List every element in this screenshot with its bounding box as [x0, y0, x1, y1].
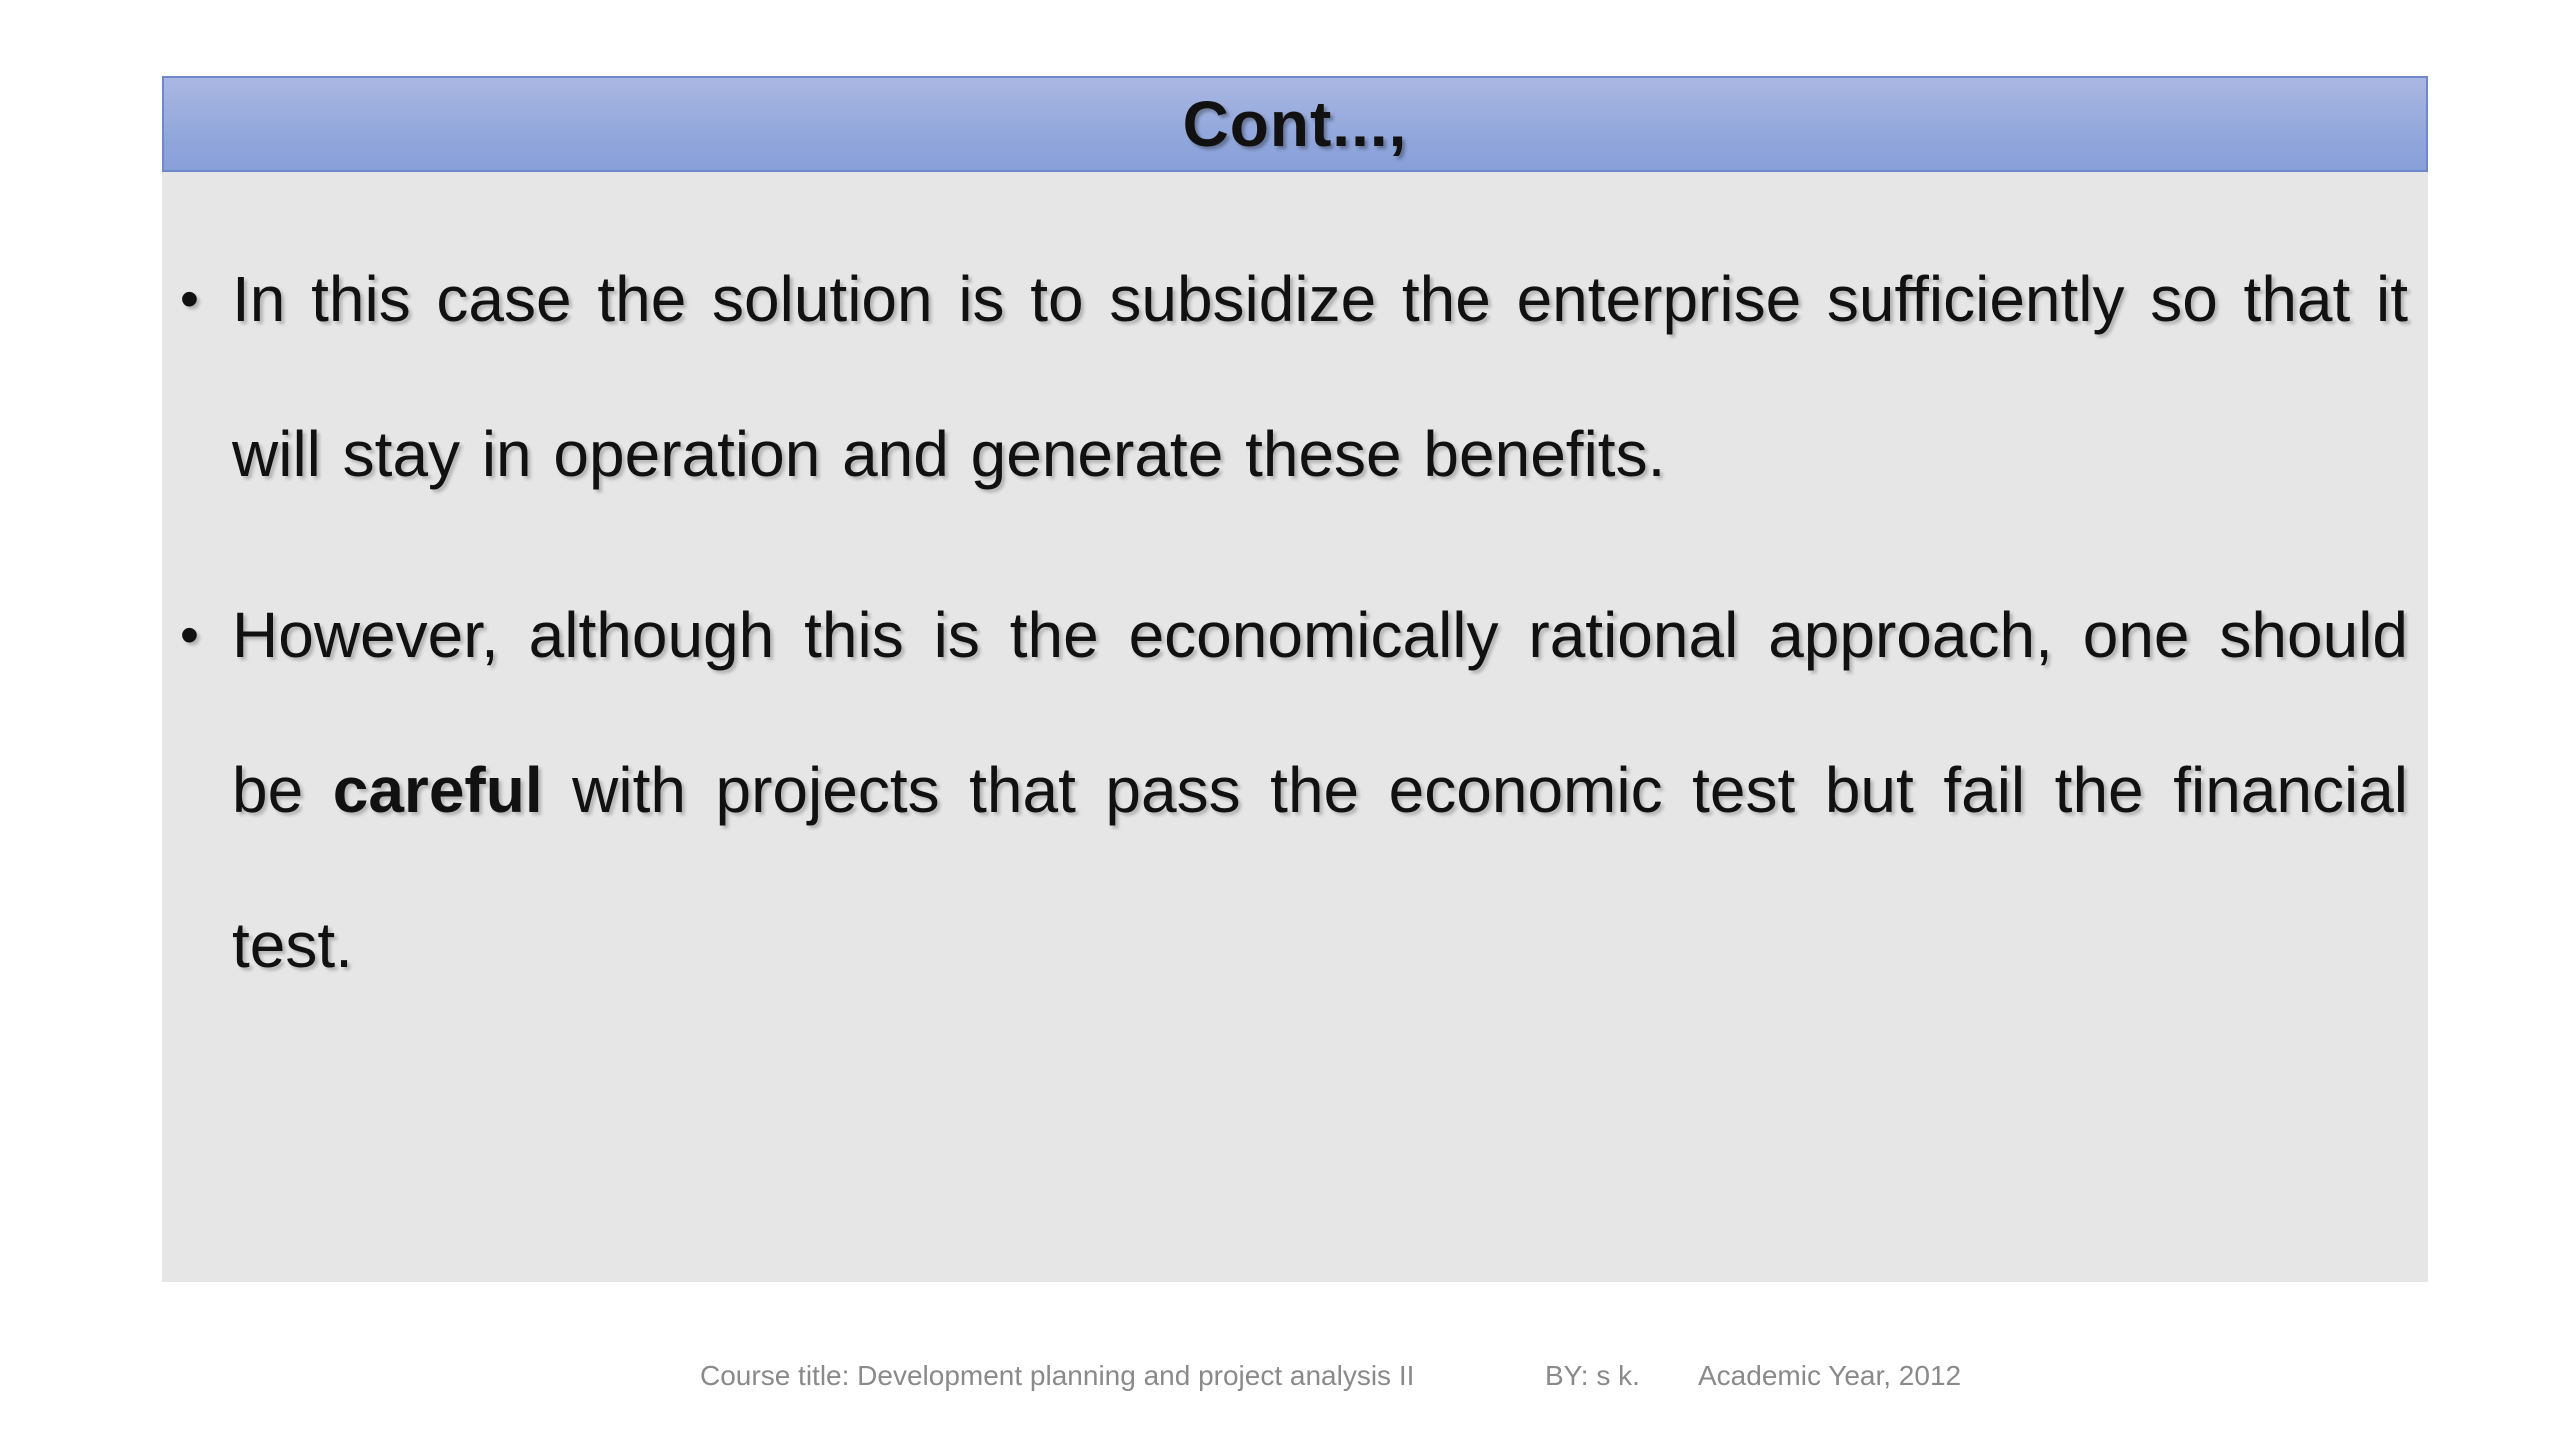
bullet-emphasis: careful — [332, 754, 543, 826]
title-bar — [162, 76, 2428, 172]
bullet-text: However, although this is the economically rational approach, one should be — [232, 599, 2408, 826]
bullet-dot-icon: • — [180, 269, 199, 329]
footer-author: BY: s k. — [1545, 1360, 1640, 1391]
bullet-item-1 — [180, 222, 2408, 532]
bullet-text: with projects that pass the economic test but fail the financial test. — [232, 754, 2409, 981]
bullet-list — [180, 222, 2408, 1049]
footer-academic-year: Academic Year, 2012 — [1698, 1360, 1962, 1391]
content-box — [162, 172, 2428, 1282]
bullet-item-2 — [180, 558, 2408, 1023]
footer-course-title: Course title: Development planning and project analysis II — [700, 1360, 1415, 1391]
footer — [0, 1352, 2560, 1402]
bullet-text: In this case the solution is to subsidize the enterprise sufficiently so that it will stay in operation and generate these benefits. — [232, 263, 2408, 490]
bullet-dot-icon: • — [180, 605, 199, 665]
slide-title: Cont..., — [1182, 88, 1408, 160]
